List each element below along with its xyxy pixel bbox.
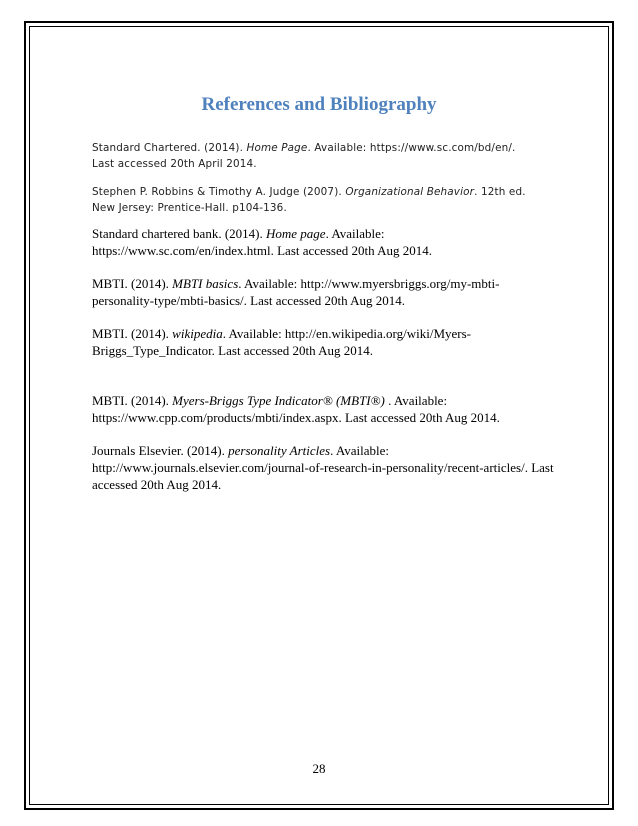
reference-text: . Available: xyxy=(330,443,390,458)
reference-line xyxy=(92,442,562,459)
page-title: References and Bibliography xyxy=(201,94,437,115)
reference-title: Organizational Behavior xyxy=(345,186,475,198)
reference-line xyxy=(92,225,562,242)
reference-item xyxy=(92,225,562,259)
reference-line: New Jersey: Prentice-Hall. p104-136. xyxy=(92,202,287,214)
reference-title: MBTI basics xyxy=(172,276,239,291)
reference-text: Journals Elsevier. (2014). xyxy=(92,443,229,458)
reference-line xyxy=(92,275,562,292)
reference-title: wikipedia xyxy=(172,326,223,341)
reference-text: MBTI. (2014). xyxy=(92,276,173,291)
reference-line: Last accessed 20th April 2014. xyxy=(92,158,257,170)
reference-title: Home page xyxy=(266,226,326,241)
reference-text: . Available: https://www.sc.com/bd/en/. xyxy=(307,142,516,154)
reference-text: MBTI. (2014). xyxy=(92,326,173,341)
reference-text: Standard Chartered. (2014). xyxy=(92,142,247,154)
reference-text: . Available: xyxy=(325,226,385,241)
reference-title: Home Page xyxy=(246,142,308,154)
reference-list xyxy=(92,140,562,493)
reference-line: http://www.journals.elsevier.com/journal-of-research-in-personality/recent-articles/. Last xyxy=(92,460,554,475)
reference-line xyxy=(92,184,562,200)
page-number: 28 xyxy=(312,761,326,776)
reference-line: personality-type/mbti-basics/. Last accessed 20th Aug 2014. xyxy=(92,293,406,308)
reference-title: Myers-Briggs Type Indicator® (MBTI®) xyxy=(172,393,385,408)
reference-text: . Available: xyxy=(384,393,448,408)
reference-line xyxy=(92,392,562,409)
reference-line xyxy=(92,140,562,156)
reference-text: . 12th ed. xyxy=(474,186,526,198)
reference-line: https://www.sc.com/en/index.html. Last accessed 20th Aug 2014. xyxy=(92,243,432,258)
reference-item xyxy=(92,442,562,493)
reference-line: Briggs_Type_Indicator. Last accessed 20th Aug 2014. xyxy=(92,343,374,358)
reference-item xyxy=(92,325,562,359)
reference-text: . Available: http://www.myersbriggs.org/my-mbti- xyxy=(238,276,500,291)
reference-line: accessed 20th Aug 2014. xyxy=(92,477,222,492)
reference-line xyxy=(92,325,562,342)
reference-text: Standard chartered bank. (2014). xyxy=(92,226,266,241)
reference-title: personality Articles xyxy=(228,443,331,458)
reference-item xyxy=(92,392,562,426)
reference-item xyxy=(92,184,562,216)
reference-text: Stephen P. Robbins & Timothy A. Judge (2007). xyxy=(92,186,346,198)
reference-text: . Available: http://en.wikipedia.org/wiki/Myers- xyxy=(222,326,472,341)
reference-item xyxy=(92,275,562,309)
reference-line: https://www.cpp.com/products/mbti/index.aspx. Last accessed 20th Aug 2014. xyxy=(92,410,500,425)
reference-text: MBTI. (2014). xyxy=(92,393,173,408)
reference-item xyxy=(92,140,562,172)
